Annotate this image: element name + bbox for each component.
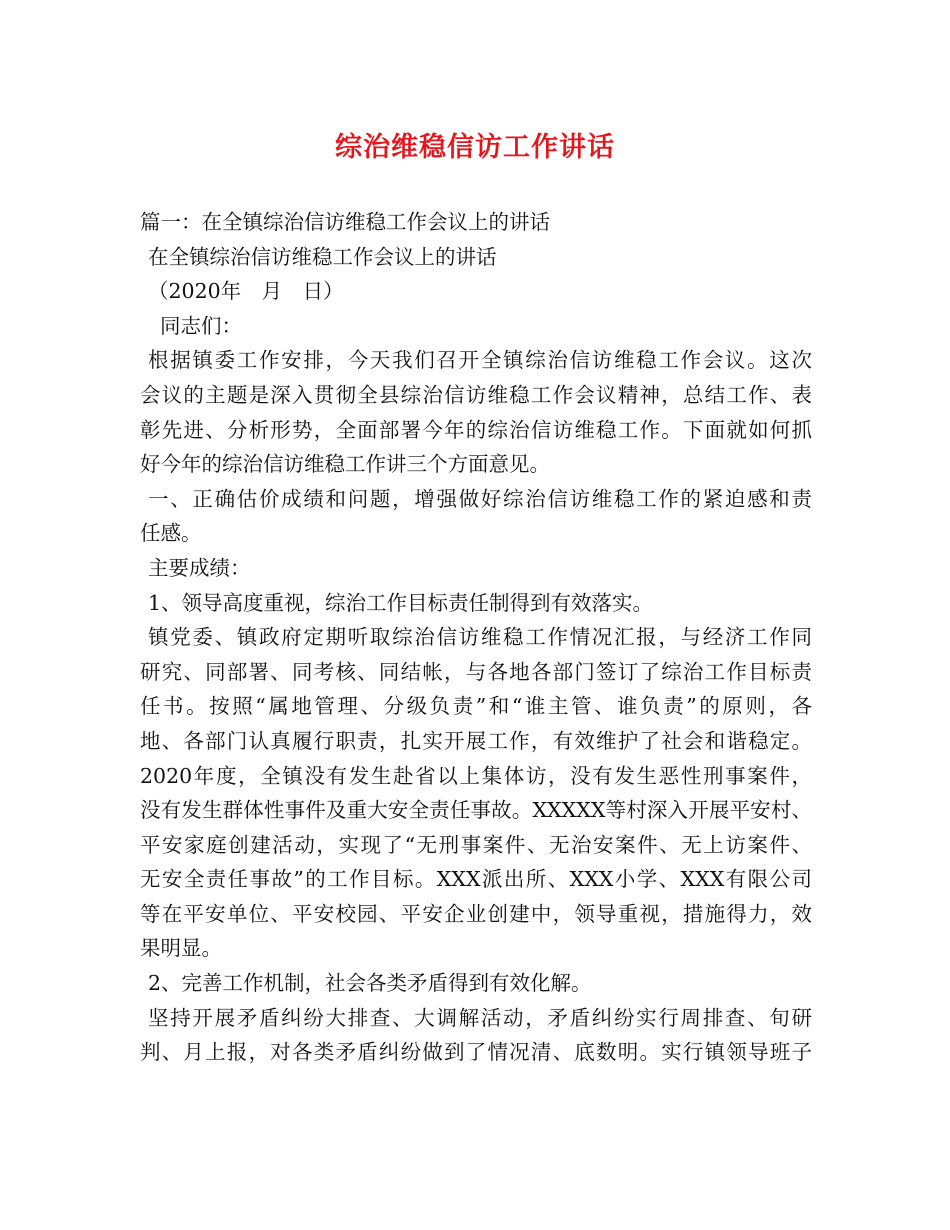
body-line: 没有发生群体性事件及重大安全责任事故。XXXXX等村深入开展平安村、 xyxy=(140,798,812,823)
body-line: 镇党委、镇政府定期听取综治信访维稳工作情况汇报，与经济工作同 xyxy=(148,625,812,650)
body-line: 任书。按照“属地管理、分级负责”和“谁主管、谁负责”的原则，各 xyxy=(140,694,812,719)
document-body xyxy=(140,205,812,1070)
document-title: 综治维稳信访工作讲话 xyxy=(335,132,615,163)
body-line: 1、领导高度重视，综治工作目标责任制得到有效落实。 xyxy=(148,590,654,615)
body-line: 研究、同部署、同考核、同结帐，与各地各部门签订了综治工作目标责 xyxy=(140,659,812,684)
body-line: 任感。 xyxy=(140,521,202,546)
body-line: 无安全责任事故”的工作目标。XXX派出所、XXX小学、XXX有限公司 xyxy=(140,867,812,892)
body-line: 果明显。 xyxy=(140,936,222,961)
body-line: 好今年的综治信访维稳工作讲三个方面意见。 xyxy=(140,452,550,477)
body-line: 根据镇委工作安排，今天我们召开全镇综治信访维稳工作会议。这次 xyxy=(148,348,812,373)
body-line: 判、月上报，对各类矛盾纠纷做到了情况清、底数明。实行镇领导班子 xyxy=(140,1040,812,1065)
body-line: 同志们： xyxy=(160,313,242,338)
body-line: 坚持开展矛盾纠纷大排查、大调解活动，矛盾纠纷实行周排查、旬研 xyxy=(148,1005,812,1030)
body-line: （2020年 月 日） xyxy=(148,279,344,304)
body-line: 彰先进、分析形势，全面部署今年的综治信访维稳工作。下面就如何抓 xyxy=(140,417,812,442)
body-line: 平安家庭创建活动，实现了“无刑事案件、无治安案件、无上访案件、 xyxy=(140,832,812,857)
body-line: 等在平安单位、平安校园、平安企业创建中，领导重视，措施得力，效 xyxy=(140,901,812,926)
body-line: 会议的主题是深入贯彻全县综治信访维稳工作会议精神，总结工作、表 xyxy=(140,382,812,407)
body-line: 2、完善工作机制，社会各类矛盾得到有效化解。 xyxy=(148,971,592,996)
body-line: 篇一：在全镇综治信访维稳工作会议上的讲话 xyxy=(140,210,550,234)
body-line: 2020年度，全镇没有发生赴省以上集体访，没有发生恶性刑事案件， xyxy=(140,763,812,788)
body-line: 主要成绩： xyxy=(148,555,251,580)
body-line: 一、正确估价成绩和问题，增强做好综治信访维稳工作的紧迫感和责 xyxy=(148,486,812,511)
body-line: 在全镇综治信访维稳工作会议上的讲话 xyxy=(148,244,497,269)
body-line: 地、各部门认真履行职责，扎实开展工作，有效维护了社会和谐稳定。 xyxy=(140,728,812,753)
